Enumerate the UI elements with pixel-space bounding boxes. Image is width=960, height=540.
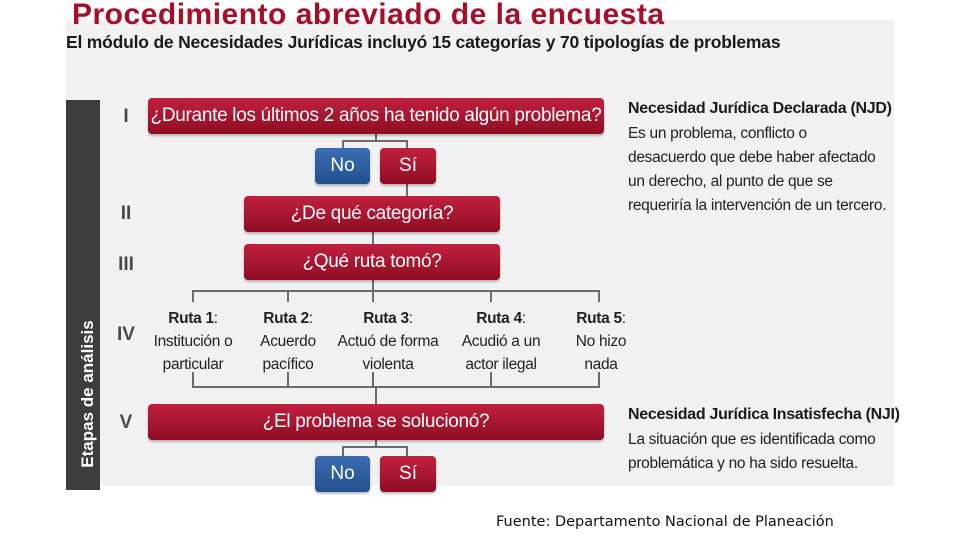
connector bbox=[406, 446, 408, 456]
connector bbox=[342, 446, 344, 456]
njd-line: requeriría la intervención de un tercero. bbox=[628, 197, 887, 214]
stage-v: V bbox=[119, 412, 133, 433]
answer-yes: Sí bbox=[380, 456, 436, 492]
connector bbox=[192, 290, 600, 292]
route-desc: Acuerdo bbox=[260, 333, 316, 350]
njd-line: un derecho, al punto de que se bbox=[628, 173, 833, 190]
nji-title: Necesidad Jurídica Insatisfecha (NJI) bbox=[628, 406, 900, 423]
route-3: Ruta 3: Actuó de forma violenta bbox=[328, 307, 448, 376]
subtitle: El módulo de Necesidades Jurídicas incluyó 15 categorías y 70 tipologías de problemas bbox=[66, 32, 781, 52]
sidebar-label: Etapas de análisis bbox=[78, 320, 97, 468]
connector bbox=[372, 290, 374, 302]
njd-title: Necesidad Jurídica Declarada (NJD) bbox=[628, 100, 892, 117]
question-box-route: ¿Qué ruta tomó? bbox=[244, 244, 500, 280]
question-box-category: ¿De qué categoría? bbox=[244, 196, 500, 232]
route-2: Ruta 2: Acuerdo pacífico bbox=[244, 307, 332, 376]
connector bbox=[342, 140, 408, 142]
route-5: Ruta 5: No hizo nada bbox=[566, 307, 636, 376]
answer-no: No bbox=[315, 148, 370, 184]
source-caption: Fuente: Departamento Nacional de Planeación bbox=[496, 514, 834, 530]
route-name: Ruta 5 bbox=[576, 310, 622, 327]
route-desc: violenta bbox=[362, 356, 414, 373]
diagram-panel bbox=[66, 0, 900, 486]
route-desc: actor ilegal bbox=[465, 356, 537, 373]
connector bbox=[375, 386, 377, 404]
stage-ii: II bbox=[120, 203, 132, 224]
nji-description bbox=[628, 428, 875, 476]
njd-line: Es un problema, conflicto o bbox=[628, 125, 807, 142]
route-desc: No hizo bbox=[575, 333, 627, 350]
nji-line: problemática y no ha sido resuelta. bbox=[628, 455, 858, 472]
connector bbox=[287, 290, 289, 302]
njd-description bbox=[628, 122, 886, 218]
route-desc: pacífico bbox=[262, 356, 314, 373]
route-desc: Institución o bbox=[153, 333, 233, 350]
route-desc: nada bbox=[584, 356, 618, 373]
connector bbox=[490, 290, 492, 302]
nji-line: La situación que es identificada como bbox=[628, 431, 876, 448]
route-1: Ruta 1: Institución o particular bbox=[146, 307, 240, 376]
njd-line: desacuerdo que debe haber afectado bbox=[628, 149, 876, 166]
cut-heading: Procedimiento abreviado de la encuesta bbox=[72, 0, 665, 31]
connector bbox=[598, 290, 600, 302]
route-desc: particular bbox=[162, 356, 224, 373]
connector bbox=[192, 386, 600, 388]
route-name: Ruta 3 bbox=[363, 310, 409, 327]
route-desc: Acudió a un bbox=[461, 333, 541, 350]
answer-yes: Sí bbox=[380, 148, 436, 184]
stages-sidebar bbox=[66, 100, 100, 490]
route-name: Ruta 1 bbox=[168, 310, 214, 327]
question-box-solved: ¿El problema se solucionó? bbox=[148, 404, 604, 440]
route-name: Ruta 2 bbox=[263, 310, 309, 327]
route-4: Ruta 4: Acudió a un actor ilegal bbox=[451, 307, 551, 376]
route-desc: Actuó de forma bbox=[337, 333, 439, 350]
connector bbox=[192, 290, 194, 302]
stage-iv: IV bbox=[117, 324, 135, 345]
connector bbox=[372, 232, 374, 244]
route-name: Ruta 4 bbox=[476, 310, 522, 327]
answer-no: No bbox=[315, 456, 370, 492]
question-box-problem: ¿Durante los últimos 2 años ha tenido algún problema? bbox=[148, 98, 604, 134]
stage-iii: III bbox=[118, 254, 134, 275]
connector bbox=[342, 446, 408, 448]
stage-i: I bbox=[123, 106, 129, 127]
